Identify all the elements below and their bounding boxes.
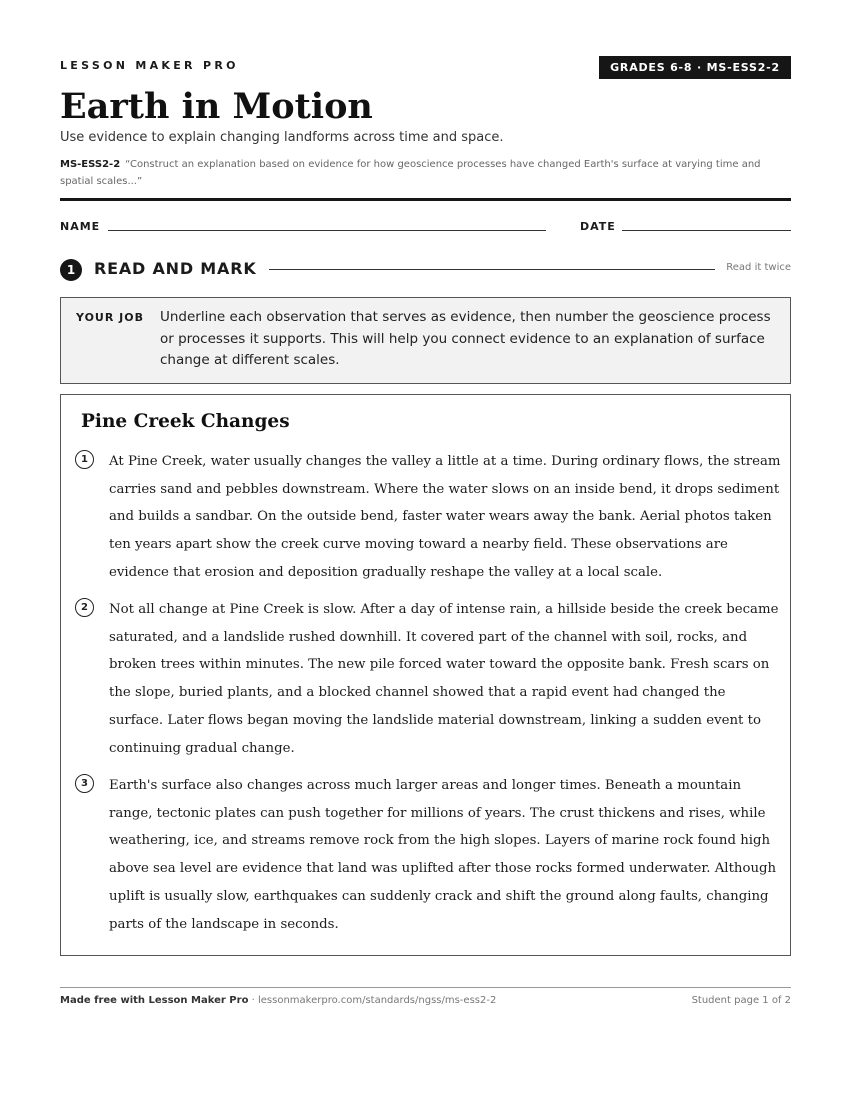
name-date-row	[60, 220, 791, 236]
instructions-label: YOUR JOB	[76, 311, 144, 324]
worksheet-subtitle: Use evidence to explain changing landforms across time and space.	[60, 130, 504, 145]
section-header	[60, 258, 791, 282]
name-label: NAME	[60, 220, 101, 233]
section-hint: Read it twice	[726, 262, 791, 273]
paragraph-text: At Pine Creek, water usually changes the valley a little at a time. During ordinary flows, the stream carries sand and pebbles downstream. Where the water slows on an inside bend, it drops sediment and builds a sandbar. On the outside bend, faster water wears away the bank. Aerial photos taken ten years apart show the creek curve moving toward a nearby field. These observations are evidence that erosion and deposition gradually reshape the valley at a local scale.	[109, 454, 781, 580]
instructions-box	[60, 297, 791, 384]
date-field-line[interactable]	[622, 230, 791, 231]
section-title: READ AND MARK	[94, 259, 257, 278]
passage-title: Pine Creek Changes	[81, 411, 290, 432]
footer-separator: ·	[248, 995, 258, 1006]
brand-name: LESSON MAKER PRO	[60, 59, 239, 72]
paragraph-text: Not all change at Pine Creek is slow. After a day of intense rain, a hillside beside the creek became saturated, and a landslide rushed downhill. It covered part of the channel with soil, rocks, and broken trees within minutes. The new pile forced water toward the opposite bank. Fresh scars on the slope, buried plants, and a blocked channel showed that a rapid event had changed the surface. Later flows began moving the landslide material downstream, linking a sudden event to continuing gradual change.	[109, 602, 779, 756]
name-field-line[interactable]	[108, 230, 546, 231]
paragraph-text: Earth's surface also changes across much larger areas and longer times. Beneath a mountain range, tectonic plates can push together for millions of years. The crust thickens and rises, while weathering, ice, and streams remove rock from the high slopes. Layers of marine rock found high above sea level are evidence that land was uplifted after those rocks formed underwater. Although uplift is usually slow, earthquakes can suddenly crack and shift the ground along faults, changing parts of the landscape in seconds.	[109, 778, 777, 932]
paragraph-number: 1	[75, 450, 94, 469]
section-divider	[269, 269, 715, 270]
footer-url[interactable]: lessonmakerpro.com/standards/ngss/ms-ess2-2	[257, 995, 497, 1006]
date-label: DATE	[580, 220, 616, 233]
standard-quote: “Construct an explanation based on evidence for how geoscience processes have changed Earth's surface at varying time and spatial scales...”	[60, 159, 761, 187]
section-number-badge: 1	[60, 259, 82, 281]
top-bar	[60, 56, 791, 80]
footer-credit	[60, 995, 496, 1006]
page-indicator: Student page 1 of 2	[691, 995, 791, 1006]
grade-standard-badge: GRADES 6-8 · MS-ESS2-2	[599, 56, 791, 79]
reading-passage-box	[60, 394, 791, 956]
footer-divider	[60, 987, 791, 988]
standard-statement	[60, 156, 780, 190]
instructions-text: Underline each observation that serves as evidence, then number the geoscience process or processes it supports. This will help you connect evidence to an explanation of surface change at different scales.	[160, 309, 771, 368]
paragraph-number: 2	[75, 598, 94, 617]
paragraph-number: 3	[75, 774, 94, 793]
footer-made-with: Made free with Lesson Maker Pro	[60, 995, 249, 1006]
standard-code: MS-ESS2-2	[60, 159, 121, 170]
worksheet-title: Earth in Motion	[60, 86, 373, 127]
header-divider	[60, 198, 791, 201]
